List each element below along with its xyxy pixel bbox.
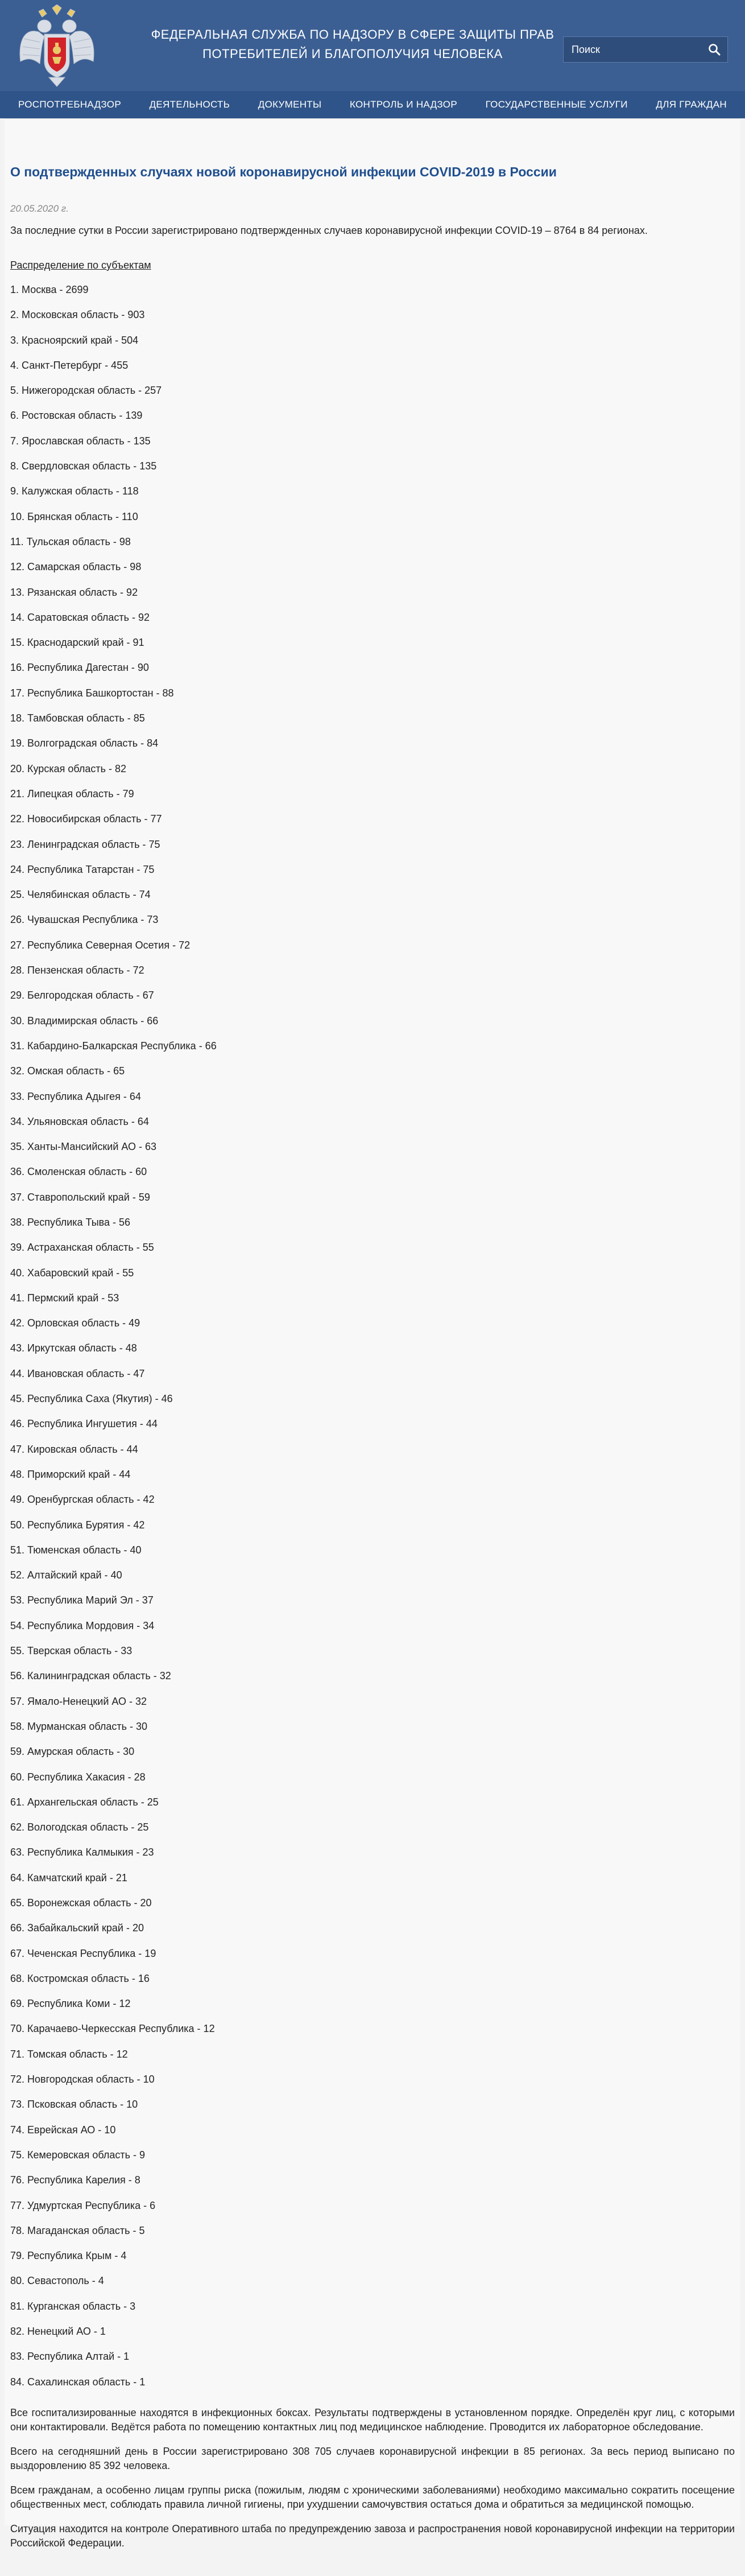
region-list-item: 33. Республика Адыгея - 64	[10, 1090, 141, 1102]
region-list-item: 59. Амурская область - 30	[10, 1746, 135, 1758]
article-paragraph: Все госпитализированные находятся в инфекционных боксах. Результаты подтверждены в установленном порядке. Определён круг лиц, с которыми они контактировали. Ведётся работа по помещению контактных лиц под медицинское наблюдение. Проводится их лабораторное обследование.	[10, 2406, 735, 2433]
region-list-item: 79. Республика Крым - 4	[10, 2250, 127, 2262]
region-list-item: 18. Тамбовская область - 85	[10, 712, 145, 724]
region-list-item: 60. Республика Хакасия - 28	[10, 1771, 146, 1783]
region-list-item: 66. Забайкальский край - 20	[10, 1922, 144, 1934]
region-list-item: 8. Свердловская область - 135	[10, 460, 157, 472]
nav-item-for-citizens[interactable]: ДЛЯ ГРАЖДАН	[656, 99, 727, 110]
region-list-item: 29. Белгородская область - 67	[10, 990, 154, 1001]
region-list-item: 14. Саратовская область - 92	[10, 611, 150, 623]
region-list-item: 28. Пензенская область - 72	[10, 965, 144, 976]
region-list-item: 12. Самарская область - 98	[10, 561, 142, 573]
region-list-item: 82. Ненецкий АО - 1	[10, 2326, 106, 2338]
region-list-item: 50. Республика Бурятия - 42	[10, 1519, 145, 1531]
region-list-item: 16. Республика Дагестан - 90	[10, 662, 149, 674]
region-list-item: 2. Московская область - 903	[10, 309, 145, 321]
region-list-item: 15. Краснодарский край - 91	[10, 637, 144, 649]
region-list-item: 17. Республика Башкортостан - 88	[10, 687, 174, 699]
region-list-item: 26. Чувашская Республика - 73	[10, 914, 159, 926]
russian-eagle-emblem-icon[interactable]	[17, 5, 97, 87]
region-list-item: 42. Орловская область - 49	[10, 1317, 140, 1329]
region-list-item: 24. Республика Татарстан - 75	[10, 863, 155, 875]
region-list-item: 58. Мурманская область - 30	[10, 1720, 148, 1732]
region-list-item: 35. Ханты-Мансийский АО - 63	[10, 1141, 157, 1153]
region-list-item: 19. Волгоградская область - 84	[10, 737, 159, 749]
nav-item-activity[interactable]: ДЕЯТЕЛЬНОСТЬ	[149, 99, 230, 110]
article-content	[5, 118, 740, 2549]
site-header	[0, 0, 745, 91]
region-list-item: 63. Республика Калмыкия - 23	[10, 1847, 154, 1858]
article-paragraph: Всем гражданам, а особенно лицам группы риска (пожилым, людям с хроническими заболеваниями) необходимо максимально сократить посещение общественных мест, соблюдать правила личной гигиены, при ухудшении самочувствия остаться дома и обратиться за медицинской помощью.	[10, 2484, 735, 2510]
region-list-item: 20. Курская область - 82	[10, 763, 127, 774]
main-nav	[0, 91, 745, 118]
region-list-item: 10. Брянская область - 110	[10, 510, 138, 522]
region-list-item: 77. Удмуртская Республика - 6	[10, 2199, 156, 2211]
region-list-item: 25. Челябинская область - 74	[10, 889, 151, 901]
site-title-line1: ФЕДЕРАЛЬНАЯ СЛУЖБА ПО НАДЗОРУ В СФЕРЕ ЗАЩИТЫ ПРАВ	[151, 27, 554, 42]
article-date: 20.05.2020 г.	[10, 203, 69, 214]
region-list-item: 34. Ульяновская область - 64	[10, 1115, 149, 1127]
search-icon[interactable]	[708, 43, 721, 56]
region-list-item: 45. Республика Саха (Якутия) - 46	[10, 1393, 173, 1405]
region-list-item: 3. Красноярский край - 504	[10, 334, 139, 346]
region-list-item: 1. Москва - 2699	[10, 284, 89, 295]
region-list-item: 78. Магаданская область - 5	[10, 2224, 145, 2236]
region-list-item: 80. Севастополь - 4	[10, 2275, 104, 2287]
region-list-item: 75. Кемеровская область - 9	[10, 2149, 145, 2161]
region-list-item: 73. Псковская область - 10	[10, 2099, 138, 2111]
region-list-item: 22. Новосибирская область - 77	[10, 813, 162, 825]
nav-item-documents[interactable]: ДОКУМЕНТЫ	[258, 99, 322, 110]
nav-item-rospotrebnadzor[interactable]: РОСПОТРЕБНАДЗОР	[18, 99, 121, 110]
region-list-item: 38. Республика Тыва - 56	[10, 1216, 131, 1228]
article-paragraph: Всего на сегодняшний день в России зарегистрировано 308 705 случаев коронавирусной инфекции в 85 регионах. За весь период выписано по выздоровлению 85 392 человека.	[10, 2445, 735, 2471]
region-list-item: 62. Вологодская область - 25	[10, 1821, 149, 1833]
region-list-item: 81. Курганская область - 3	[10, 2300, 136, 2312]
region-list-item: 55. Тверская область - 33	[10, 1645, 133, 1657]
region-list-item: 70. Карачаево-Черкесская Республика - 12	[10, 2023, 215, 2035]
nav-item-gov-services[interactable]: ГОСУДАРСТВЕННЫЕ УСЛУГИ	[485, 99, 628, 110]
region-list-item: 54. Республика Мордовия - 34	[10, 1619, 155, 1631]
region-list-item: 39. Астраханская область - 55	[10, 1242, 154, 1254]
site-title-line2: ПОТРЕБИТЕЛЕЙ И БЛАГОПОЛУЧИЯ ЧЕЛОВЕКА	[202, 47, 503, 61]
region-list-item: 13. Рязанская область - 92	[10, 586, 138, 598]
region-list-item: 47. Кировская область - 44	[10, 1443, 138, 1455]
region-list-item: 53. Республика Марий Эл - 37	[10, 1594, 154, 1606]
region-list-item: 65. Воронежская область - 20	[10, 1897, 152, 1909]
region-list	[10, 284, 735, 2401]
region-list-item: 43. Иркутская область - 48	[10, 1342, 137, 1354]
region-list-item: 72. Новгородская область - 10	[10, 2074, 155, 2085]
region-list-item: 49. Оренбургская область - 42	[10, 1494, 155, 1506]
region-list-item: 41. Пермский край - 53	[10, 1292, 119, 1304]
region-list-item: 76. Республика Карелия - 8	[10, 2174, 140, 2186]
region-list-item: 69. Республика Коми - 12	[10, 1998, 131, 2010]
article-title: О подтвержденных случаях новой коронавирусной инфекции COVID-2019 в России	[10, 164, 557, 179]
region-list-item: 56. Калининградская область - 32	[10, 1670, 171, 1682]
region-list-item: 32. Омская область - 65	[10, 1065, 125, 1077]
region-list-item: 74. Еврейская АО - 10	[10, 2124, 116, 2136]
region-list-item: 40. Хабаровский край - 55	[10, 1267, 134, 1279]
region-list-item: 21. Липецкая область - 79	[10, 788, 134, 799]
region-list-item: 37. Ставропольский край - 59	[10, 1191, 150, 1203]
region-list-item: 36. Смоленская область - 60	[10, 1166, 147, 1178]
closing-paragraphs	[10, 2406, 735, 2550]
region-list-item: 61. Архангельская область - 25	[10, 1796, 159, 1808]
region-list-item: 5. Нижегородская область - 257	[10, 385, 162, 397]
region-list-item: 9. Калужская область - 118	[10, 485, 139, 497]
search-box	[563, 36, 728, 63]
region-list-item: 30. Владимирская область - 66	[10, 1015, 159, 1027]
article-paragraph: Ситуация находится на контроле Оперативного штаба по предупреждению завоза и распространения новой коронавирусной инфекции на территории Российской Федерации.	[10, 2523, 735, 2549]
region-list-item: 57. Ямало-Ненецкий АО - 32	[10, 1695, 147, 1707]
region-list-item: 68. Костромская область - 16	[10, 1972, 150, 1984]
region-list-item: 51. Тюменская область - 40	[10, 1544, 142, 1556]
nav-item-control[interactable]: КОНТРОЛЬ И НАДЗОР	[349, 99, 457, 110]
region-list-item: 27. Республика Северная Осетия - 72	[10, 939, 191, 951]
region-list-item: 48. Приморский край - 44	[10, 1468, 131, 1480]
region-list-item: 64. Камчатский край - 21	[10, 1872, 127, 1883]
region-list-item: 11. Тульская область - 98	[10, 535, 131, 547]
region-list-item: 23. Ленинградская область - 75	[10, 838, 160, 850]
region-list-item: 84. Сахалинская область - 1	[10, 2376, 146, 2388]
region-list-item: 31. Кабардино-Балкарская Республика - 66	[10, 1040, 217, 1052]
region-list-item: 46. Республика Ингушетия - 44	[10, 1418, 158, 1430]
region-list-item: 4. Санкт-Петербург - 455	[10, 359, 129, 371]
region-list-item: 44. Ивановская область - 47	[10, 1367, 145, 1379]
region-list-item: 6. Ростовская область - 139	[10, 410, 143, 422]
region-list-item: 52. Алтайский край - 40	[10, 1569, 122, 1581]
search-input[interactable]	[564, 37, 700, 62]
region-list-item: 83. Республика Алтай - 1	[10, 2351, 130, 2363]
distribution-subhead: Распределение по субъектам	[10, 259, 151, 271]
article-intro: За последние сутки в России зарегистрировано подтвержденных случаев коронавирусной инфекции COVID-19 – 8764 в 84 регионах.	[10, 225, 648, 236]
region-list-item: 7. Ярославская область - 135	[10, 435, 151, 447]
region-list-item: 71. Томская область - 12	[10, 2048, 128, 2060]
site-title	[142, 25, 563, 64]
region-list-item: 67. Чеченская Республика - 19	[10, 1947, 156, 1959]
